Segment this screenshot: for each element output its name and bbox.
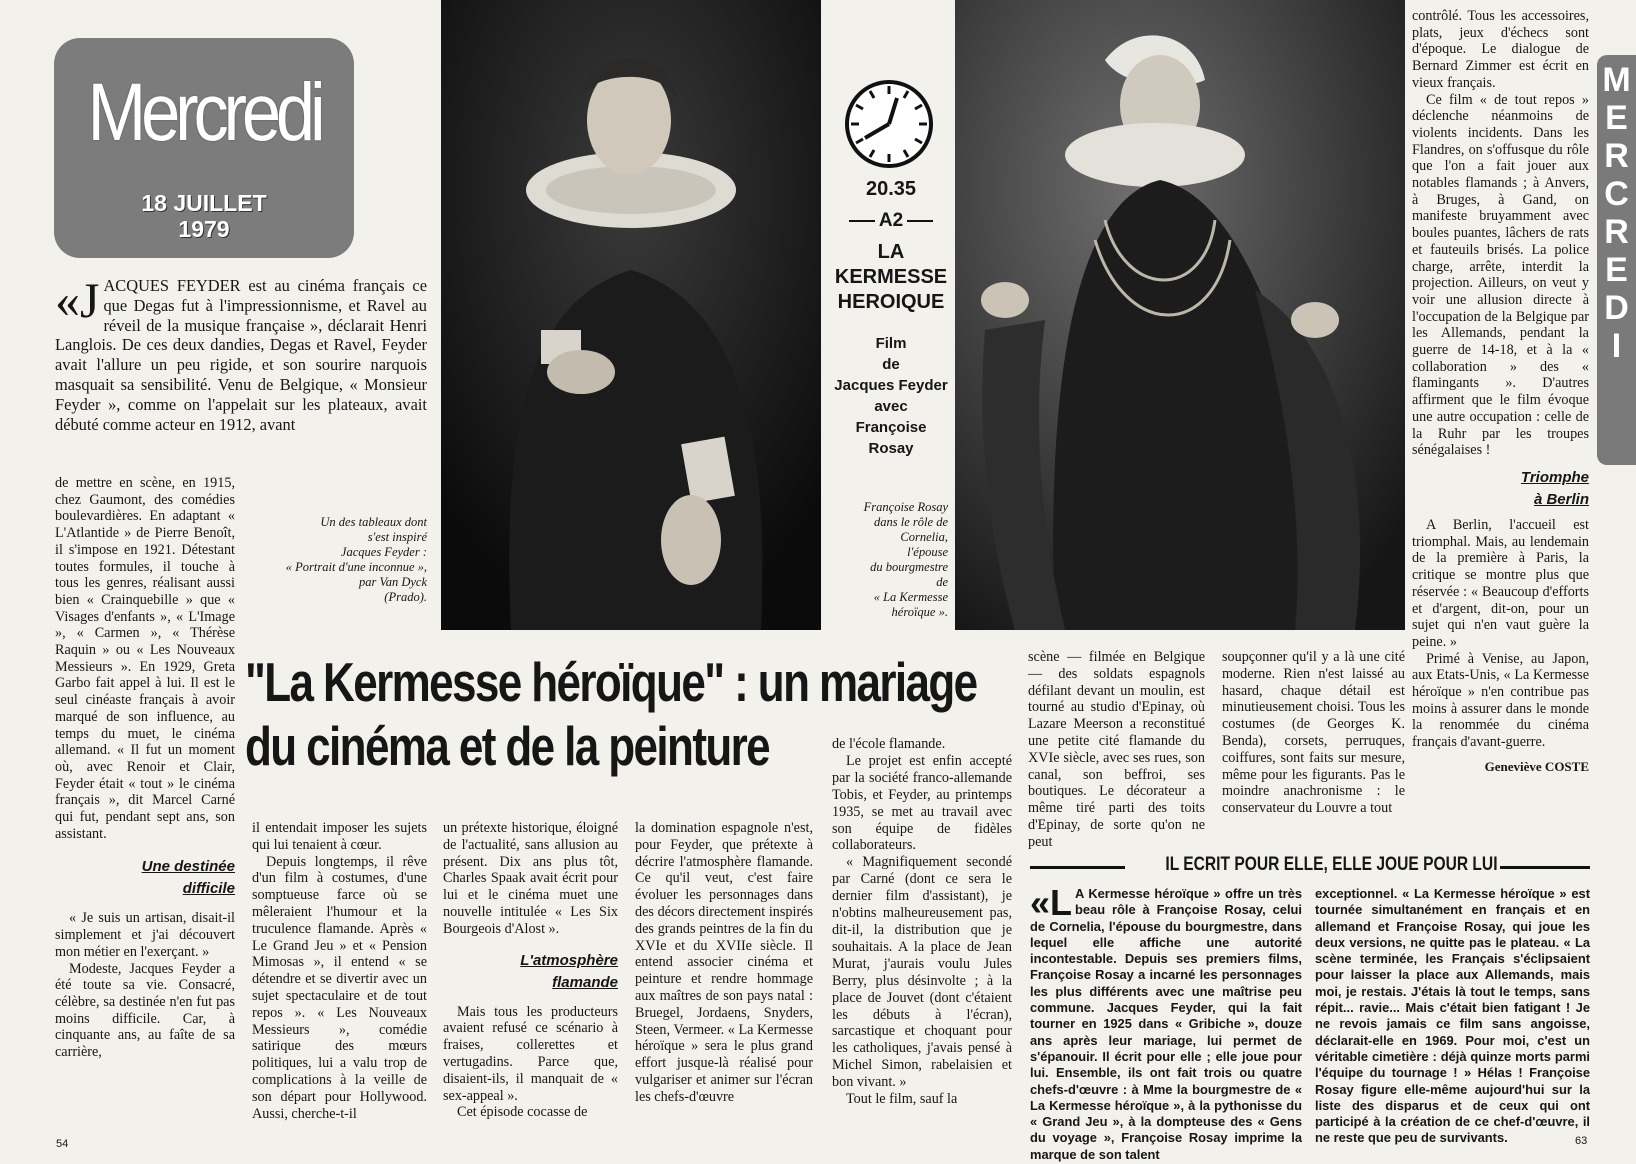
column-paragraph: Ce film « de tout repos » déclenche néanmoins de violents incidents. Dans les Flandres, on s'offusque du rôle que l'on a fait jouer aux notables flamands ; à Anvers, à Bruges, à Gand, on manifeste bruyamment avec boules puantes, lâchers de rats et fauteuils brisés. La police charge, arrête, interdit la projection. Ailleurs, on veut y voir une allusion directe à l'occupation de la Belgique par les Allemands, pendant la guerre de 14-18, et à la « collaboration » des « flamingants ». D'autres affirment que le film évoque une autre occupation : celle de la Ruhr par les troupes sénégalaises ! — [1412, 91, 1589, 459]
caption-line: « Portrait d'une inconnue », — [285, 560, 427, 574]
side-tab-letter: R — [1604, 137, 1629, 175]
portrait-painting-photo — [441, 0, 821, 630]
caption-line: (Prado). — [384, 590, 427, 604]
side-tab-letter: E — [1605, 99, 1628, 137]
article-intro — [55, 272, 427, 434]
caption-line: héroïque ». — [891, 605, 948, 619]
column-paragraph: Modeste, Jacques Feyder a été toute sa vie. Consacré, célèbre, sa destinée n'en fut pas moins difficile. Car, à cinquante ans, au faîte de sa carrière, — [55, 960, 235, 1061]
article-column-3 — [443, 820, 618, 1121]
headline-line1: "La Kermesse héroïque" : un mariage — [245, 651, 977, 713]
intro-text: français ce que Degas fut à l'impressionnisme, et Ravel au réveil de la musique française », déclarait Henri Langlois. De ces deux dandies, Degas et Ravel, Feyder avait l'allure un peu rigide, et son sourire narquois masquait sa sensibilité. Venu de Belgique, « Monsieur Feyder », comme on l'appelait sur les plateaux, avait débuté comme acteur en 1912, avant — [55, 276, 427, 434]
date-block — [54, 190, 354, 242]
subheading-line: L'atmosphère — [520, 951, 618, 969]
column-paragraph: soupçonner qu'il y a là une cité moderne. Rien n'est laissé au hasard, chaque détail est minutieusement choisi. Tous les costumes (de Georges K. Benda), corsets, perruques, coiffures, sont faits sur mesure, même pour les figurants. Pas le moindre anachronisme : le conservateur du Louvre a tout — [1222, 649, 1405, 817]
subheading-line: flamande — [552, 973, 618, 991]
column-paragraph: il entendait imposer les sujets qui lui tenaient à cœur. — [252, 820, 427, 853]
column-paragraph: « Je suis un artisan, disait-il simplement et j'ai découvert mon métier en l'exerçant. » — [55, 910, 235, 960]
caption-line: s'est inspiré — [367, 530, 427, 544]
subheading-line: Une destinée — [141, 858, 235, 876]
programme-title-line: LA — [877, 241, 905, 263]
date-label: 18 JUILLET — [141, 190, 267, 216]
side-tab-letter: E — [1605, 251, 1628, 289]
column-paragraph: Mais tous les producteurs avaient refusé ce scénario à fraises, collerettes et vertugadins. Parce que, disaient-ils, il manquait de « sex-appeal ». — [443, 1003, 618, 1104]
column-paragraph: un prétexte historique, éloigné de l'actualité, sans allusion au présent. Dix ans plus tôt, Charles Spaak avait écrit pour lui et le cinéma muet une nouvelle intitulée « Les Six Bourgeois d'Alost ». — [443, 820, 618, 937]
side-tab-letter: D — [1604, 289, 1629, 327]
page-number-left: 54 — [56, 1138, 69, 1150]
column-paragraph: Le projet est enfin accepté par la société franco-allemande Tobis, et Feyder, au printemps 1935, se met au travail avec son équipe de fidèles collaborateurs. — [832, 752, 1012, 854]
sidebar-left-text: très beau rôle à Françoise Rosay, celui de Cornelia, l'épouse du bourgmestre, dans lequel elle affiche une autorité incontestable. Depuis ses premiers films, Françoise Rosay a incarné les personnages les plus différents avec une maîtrise peu commune. Jacques Feyder, qui la fait tourner en 1925 dans « Gribiche », douze ans après leur mariage, lui permet de s'épanouir. Il écrit pour elle ; elle joue pour lui. Ensemble, ils ont fait trois ou quatre chefs-d'œuvre : à Mme la bourgmestre de « La Kermesse héroïque », à la pythonisse du « Grand Jeu », à la dompteuse des « Gens du voyage », Françoise Rosay imprime la marque de son talent — [1030, 886, 1302, 1162]
programme-title-line: HEROIQUE — [837, 291, 945, 313]
sidebar-left-column — [1030, 882, 1302, 1163]
author-signature: Geneviève COSTE — [1484, 758, 1589, 774]
francoise-rosay-photo — [955, 0, 1405, 630]
sidebar-right-column — [1315, 886, 1590, 1147]
credits-line: de — [882, 356, 900, 373]
article-column-6 — [1028, 649, 1205, 851]
side-tab-letter: I — [1611, 327, 1622, 365]
caption-line: dans le rôle de — [874, 515, 948, 529]
caption-line: du bourgmestre — [870, 560, 948, 574]
sidebar-title: IL ECRIT POUR ELLE, ELLE JOUE POUR LUI — [1165, 854, 1498, 875]
programme-title-line: KERMESSE — [834, 266, 948, 288]
channel-name: A2 — [878, 210, 904, 231]
headline-line2: du cinéma et de la peinture — [245, 715, 770, 777]
subheading-destinee — [55, 856, 235, 900]
caption-line: Un des tableaux dont — [320, 515, 427, 529]
subheading-line: Triomphe — [1520, 468, 1589, 486]
column-paragraph: de l'école flamande. — [832, 736, 946, 752]
article-column-8 — [1412, 8, 1589, 776]
francoise-rosay-illustration — [955, 0, 1405, 630]
subheading-line: difficile — [182, 880, 235, 898]
programme-credits — [832, 333, 950, 459]
credits-line: Jacques Feyder — [834, 377, 948, 394]
intro-first-line: ACQUES FEYDER est au cinéma — [103, 276, 345, 295]
caption-line: Françoise Rosay — [863, 500, 948, 514]
sidebar-rule-left — [1030, 866, 1125, 869]
channel-rule-right — [907, 220, 933, 222]
column-paragraph: « Magnifiquement secondé par Carné (dont ce sera le dernier film d'assistant), je n'obtins malheureusement pas, dit-il, la distribution que je souhaitais. A la place de Jean Murat, j'aurais voulu Jules Berry, plus désinvolte ; à la place de Jouvet (dont c'étaient les débuts à l'écran), sarcastique et choquant pour les catholiques, j'avais pensé à Michel Simon, rabelaisien et bon vivant. » — [832, 854, 1012, 1091]
sidebar-first-line: A Kermesse héroïque » offre un — [1075, 886, 1274, 901]
side-tab-letter: C — [1604, 175, 1629, 213]
subheading-atmosphere — [443, 950, 618, 994]
subheading-line: à Berlin — [1533, 490, 1589, 508]
painting-caption — [245, 515, 427, 605]
weekday-side-tab — [1597, 55, 1636, 465]
intro-paragraph — [55, 272, 427, 434]
caption-line: l'épouse — [907, 545, 948, 559]
credits-line: avec — [874, 398, 908, 415]
article-column-4 — [635, 820, 813, 1106]
caption-line: Jacques Feyder : — [340, 545, 427, 559]
clock-icon — [843, 78, 935, 170]
caption-line: par Van Dyck — [358, 575, 427, 589]
sidebar-right-text: exceptionnel. « La Kermesse héroïque » est tournée simultanément en français et en allemand et Françoise Rosay, qui joue les deux versions, ne quitte pas le plateau. « La scène terminée, les Français s'éclipsaient pour laisser la place aux Allemands, mais moi, je restais. J'étais là tout le temps, sans répit... ravie... Mais c'était bien fatigant ! Je ne revois jamais ce film sans angoisse, déclarait-elle en 1969. Pour moi, c'est un véritable cimetière : déjà quinze morts parmi l'équipe du tournage ! » Hélas ! Françoise Rosay figure elle-même aujourd'hui sur la liste des disparus et de ceux qui ont participé à la création de ce chef-d'œuvre, il ne reste que peu de survivants. — [1315, 886, 1590, 1146]
side-tab-letter: M — [1602, 61, 1631, 99]
caption-line: de — [936, 575, 948, 589]
sidebar-drop-cap: «L — [1030, 882, 1073, 923]
column-paragraph: Cet épisode cocasse de — [457, 1104, 588, 1121]
column-paragraph: scène — filmée en Belgique — des soldats espagnols défilant devant un moulin, est tourné au studio d'Epinay, où Lazare Meerson a reconstitué une petite cité flamande du XVIe siècle, avec ses rues, son canal, son beffroi, ses boutiques. Le décorateur a même tiré parti des toits d'Epinay, de sorte qu'on ne peut — [1028, 649, 1205, 850]
caption-line: « La Kermesse — [873, 590, 948, 604]
column-paragraph: Primé à Venise, au Japon, aux Etats-Unis, « La Kermesse héroïque » n'en contribue pas moins à assurer dans le monde la renommée du cinéma français d'avant-guerre. — [1412, 650, 1589, 751]
column-paragraph: Tout le film, sauf la — [846, 1091, 958, 1108]
article-column-1 — [55, 475, 235, 1061]
article-column-2 — [252, 820, 427, 1122]
channel-row — [832, 210, 950, 232]
credits-line: Film — [875, 335, 907, 352]
broadcast-info — [832, 176, 950, 459]
year-label: 1979 — [178, 216, 230, 242]
portrait-painting-illustration — [441, 0, 821, 630]
programme-title — [832, 240, 950, 315]
column-paragraph: A Berlin, l'accueil est triomphal. Mais, au lendemain de la première à Paris, la critique se montre plus que réservée : « Beaucoup d'efforts et d'argent, dit-on, pour un sujet qui n'en vaut guère la peine. » — [1412, 516, 1589, 650]
broadcast-time: 20.35 — [865, 178, 917, 200]
page-number-right: 63 — [1575, 1135, 1588, 1147]
subheading-berlin — [1412, 467, 1589, 511]
column-paragraph: la domination espagnole n'est, pour Feyder, que prétexte à décrire l'atmosphère flamande. Ce qu'il veut, c'est faire évoluer les personnages dans des décors directement inspirés des grands peintres de la fin du XVIe et du XVIIe siècle. Il entend associer cinéma et peinture et rendre hommage aux maîtres de son pays natal : Bruegel, Jordaens, Snyders, Steen, Vermeer. « La Kermesse héroïque » sera le plus grand effort jusque-là réalisé pour vulgariser et animer sur l'écran les chefs-d'œuvre — [635, 820, 813, 1105]
article-column-7 — [1222, 649, 1405, 817]
day-title: Mercredi — [87, 67, 321, 158]
rosay-caption — [832, 500, 948, 620]
sidebar-rule-right — [1500, 866, 1590, 869]
column-paragraph: Depuis longtemps, il rêve d'un film à costumes, d'une somptueuse farce où se mêleraient l'humour et la truculence flamande. Après « Le Grand Jeu » et « Pension Mimosas », il entend « se détendre et se divertir avec un sujet spectaculaire et de tout repos ». « Les Nouveaux Messieurs », comédie satirique des mœurs politiques, lui a valu trop de complications à la veille de son départ pour Hollywood. Aussi, cherche-t-il — [252, 853, 427, 1122]
article-column-5 — [832, 736, 1012, 1108]
side-tab-letter: R — [1604, 213, 1629, 251]
credits-line: Françoise Rosay — [855, 419, 927, 457]
channel-rule-left — [849, 220, 875, 222]
intro-drop-cap: «J — [55, 272, 100, 328]
column-paragraph: contrôlé. Tous les accessoires, plats, jeux d'échecs sont d'époque. Le dialogue de Bernard Zimmer est écrit en vieux français. — [1412, 8, 1589, 91]
column-paragraph: de mettre en scène, en 1915, chez Gaumont, des comédies boulevardières. En adaptant « L'Atlantide » de Pierre Benoît, il s'impose en 1921. Détestant toutes formules, il touche à tous les genres, réalisant aussi bien « Crainquebille » que « Visages d'enfants », « L'Image », « Carmen », « Thérèse Raquin » ou « Les Nouveaux Messieurs ». En 1929, Greta Garbo fait appel à lui. Il est le seul cinéaste français à avoir marqué de son influence, au temps du muet, le cinéma allemand. « Il fut un moment où, avec Renoir et Clair, Feyder était « tout » le cinéma français », dit Marcel Carné qui fut, pendant sept ans, son assistant. — [55, 475, 235, 842]
caption-line: Cornelia, — [900, 530, 948, 544]
